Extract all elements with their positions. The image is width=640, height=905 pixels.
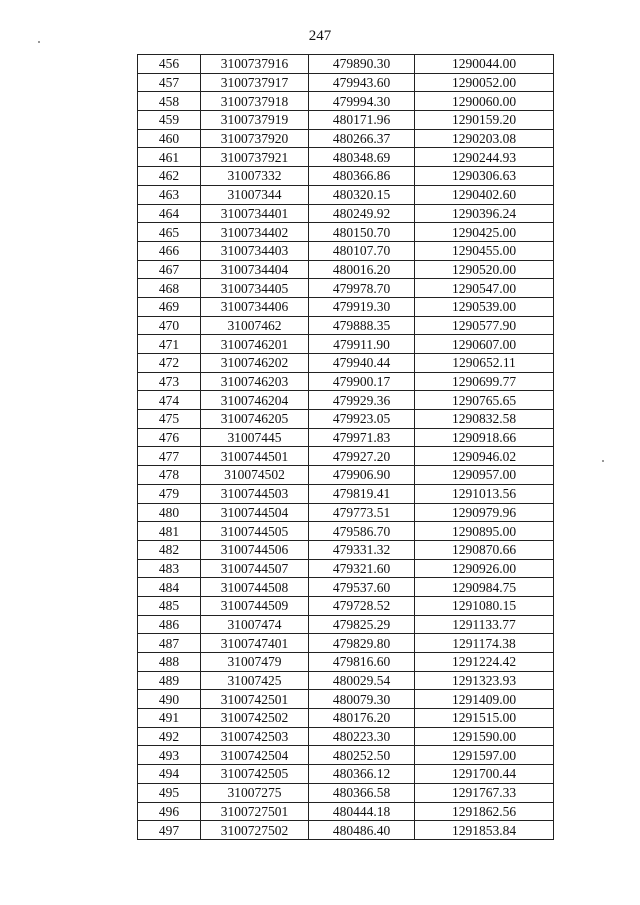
table-row: [138, 185, 554, 204]
row-number-cell: 482: [138, 540, 201, 559]
point-id-cell: 31007445: [201, 428, 309, 447]
table-row: [138, 391, 554, 410]
x-coordinate-cell: 479888.35: [309, 316, 415, 335]
point-id-cell: 3100734403: [201, 241, 309, 260]
x-coordinate-cell: 479321.60: [309, 559, 415, 578]
table-row: [138, 410, 554, 429]
y-coordinate-cell: 1290306.63: [415, 167, 554, 186]
row-number-cell: 483: [138, 559, 201, 578]
y-coordinate-cell: 1290699.77: [415, 372, 554, 391]
point-id-cell: 3100744507: [201, 559, 309, 578]
y-coordinate-cell: 1290060.00: [415, 92, 554, 111]
table-row: [138, 653, 554, 672]
row-number-cell: 486: [138, 615, 201, 634]
point-id-cell: 3100742503: [201, 727, 309, 746]
y-coordinate-cell: 1290396.24: [415, 204, 554, 223]
y-coordinate-cell: 1290607.00: [415, 335, 554, 354]
x-coordinate-cell: 479906.90: [309, 466, 415, 485]
x-coordinate-cell: 480366.86: [309, 167, 415, 186]
point-id-cell: 3100734402: [201, 223, 309, 242]
table-body: [138, 55, 554, 840]
x-coordinate-cell: 479816.60: [309, 653, 415, 672]
point-id-cell: 3100737918: [201, 92, 309, 111]
row-number-cell: 461: [138, 148, 201, 167]
row-number-cell: 488: [138, 653, 201, 672]
row-number-cell: 467: [138, 260, 201, 279]
coordinate-table: [137, 54, 554, 840]
y-coordinate-cell: 1290984.75: [415, 578, 554, 597]
row-number-cell: 492: [138, 727, 201, 746]
x-coordinate-cell: 480029.54: [309, 671, 415, 690]
point-id-cell: 3100737921: [201, 148, 309, 167]
x-coordinate-cell: 479773.51: [309, 503, 415, 522]
row-number-cell: 472: [138, 354, 201, 373]
point-id-cell: 3100746201: [201, 335, 309, 354]
point-id-cell: 3100744509: [201, 596, 309, 615]
x-coordinate-cell: 480079.30: [309, 690, 415, 709]
x-coordinate-cell: 479978.70: [309, 279, 415, 298]
row-number-cell: 495: [138, 783, 201, 802]
row-number-cell: 494: [138, 765, 201, 784]
row-number-cell: 474: [138, 391, 201, 410]
row-number-cell: 491: [138, 709, 201, 728]
x-coordinate-cell: 480486.40: [309, 821, 415, 840]
x-coordinate-cell: 479331.32: [309, 540, 415, 559]
row-number-cell: 458: [138, 92, 201, 111]
x-coordinate-cell: 479825.29: [309, 615, 415, 634]
point-id-cell: 3100742501: [201, 690, 309, 709]
row-number-cell: 456: [138, 55, 201, 74]
y-coordinate-cell: 1290577.90: [415, 316, 554, 335]
table-row: [138, 671, 554, 690]
row-number-cell: 481: [138, 522, 201, 541]
x-coordinate-cell: 480176.20: [309, 709, 415, 728]
table-row: [138, 73, 554, 92]
point-id-cell: 3100744501: [201, 447, 309, 466]
x-coordinate-cell: 480150.70: [309, 223, 415, 242]
table-row: [138, 746, 554, 765]
point-id-cell: 310074502: [201, 466, 309, 485]
row-number-cell: 460: [138, 129, 201, 148]
row-number-cell: 479: [138, 484, 201, 503]
x-coordinate-cell: 480366.58: [309, 783, 415, 802]
x-coordinate-cell: 479994.30: [309, 92, 415, 111]
point-id-cell: 3100747401: [201, 634, 309, 653]
table-row: [138, 765, 554, 784]
x-coordinate-cell: 479911.90: [309, 335, 415, 354]
x-coordinate-cell: 479929.36: [309, 391, 415, 410]
table-row: [138, 204, 554, 223]
y-coordinate-cell: 1290244.93: [415, 148, 554, 167]
table-row: [138, 241, 554, 260]
x-coordinate-cell: 480366.12: [309, 765, 415, 784]
y-coordinate-cell: 1291700.44: [415, 765, 554, 784]
row-number-cell: 457: [138, 73, 201, 92]
y-coordinate-cell: 1290765.65: [415, 391, 554, 410]
y-coordinate-cell: 1291767.33: [415, 783, 554, 802]
point-id-cell: 3100737919: [201, 111, 309, 130]
point-id-cell: 3100727502: [201, 821, 309, 840]
y-coordinate-cell: 1291224.42: [415, 653, 554, 672]
point-id-cell: 3100734404: [201, 260, 309, 279]
table-row: [138, 615, 554, 634]
row-number-cell: 462: [138, 167, 201, 186]
table-row: [138, 335, 554, 354]
point-id-cell: 3100737920: [201, 129, 309, 148]
y-coordinate-cell: 1290895.00: [415, 522, 554, 541]
x-coordinate-cell: 480107.70: [309, 241, 415, 260]
point-id-cell: 31007462: [201, 316, 309, 335]
table-row: [138, 129, 554, 148]
x-coordinate-cell: 479971.83: [309, 428, 415, 447]
y-coordinate-cell: 1290455.00: [415, 241, 554, 260]
table-row: [138, 559, 554, 578]
table-row: [138, 596, 554, 615]
point-id-cell: 3100744503: [201, 484, 309, 503]
table-row: [138, 354, 554, 373]
table-row: [138, 316, 554, 335]
row-number-cell: 489: [138, 671, 201, 690]
row-number-cell: 470: [138, 316, 201, 335]
row-number-cell: 478: [138, 466, 201, 485]
row-number-cell: 496: [138, 802, 201, 821]
y-coordinate-cell: 1290652.11: [415, 354, 554, 373]
point-id-cell: 3100746202: [201, 354, 309, 373]
point-id-cell: 31007344: [201, 185, 309, 204]
y-coordinate-cell: 1290926.00: [415, 559, 554, 578]
point-id-cell: 3100734401: [201, 204, 309, 223]
point-id-cell: 3100744505: [201, 522, 309, 541]
row-number-cell: 485: [138, 596, 201, 615]
point-id-cell: 3100737916: [201, 55, 309, 74]
x-coordinate-cell: 480320.15: [309, 185, 415, 204]
y-coordinate-cell: 1290832.58: [415, 410, 554, 429]
y-coordinate-cell: 1290425.00: [415, 223, 554, 242]
row-number-cell: 475: [138, 410, 201, 429]
point-id-cell: 31007474: [201, 615, 309, 634]
point-id-cell: 3100744506: [201, 540, 309, 559]
point-id-cell: 3100746203: [201, 372, 309, 391]
point-id-cell: 31007275: [201, 783, 309, 802]
table-row: [138, 447, 554, 466]
row-number-cell: 464: [138, 204, 201, 223]
row-number-cell: 497: [138, 821, 201, 840]
x-coordinate-cell: 479537.60: [309, 578, 415, 597]
y-coordinate-cell: 1291133.77: [415, 615, 554, 634]
table-row: [138, 484, 554, 503]
scan-speck: [602, 460, 604, 462]
x-coordinate-cell: 479943.60: [309, 73, 415, 92]
x-coordinate-cell: 480171.96: [309, 111, 415, 130]
table-row: [138, 223, 554, 242]
table-row: [138, 503, 554, 522]
table-row: [138, 92, 554, 111]
row-number-cell: 487: [138, 634, 201, 653]
table-row: [138, 634, 554, 653]
point-id-cell: 3100742505: [201, 765, 309, 784]
row-number-cell: 476: [138, 428, 201, 447]
point-id-cell: 3100737917: [201, 73, 309, 92]
x-coordinate-cell: 479927.20: [309, 447, 415, 466]
x-coordinate-cell: 480348.69: [309, 148, 415, 167]
table-row: [138, 260, 554, 279]
table-row: [138, 372, 554, 391]
table-row: [138, 709, 554, 728]
row-number-cell: 493: [138, 746, 201, 765]
x-coordinate-cell: 480266.37: [309, 129, 415, 148]
point-id-cell: 3100727501: [201, 802, 309, 821]
row-number-cell: 490: [138, 690, 201, 709]
point-id-cell: 3100734406: [201, 297, 309, 316]
row-number-cell: 466: [138, 241, 201, 260]
point-id-cell: 3100742502: [201, 709, 309, 728]
page-number: 247: [308, 28, 332, 44]
point-id-cell: 3100744504: [201, 503, 309, 522]
point-id-cell: 3100746205: [201, 410, 309, 429]
point-id-cell: 3100746204: [201, 391, 309, 410]
point-id-cell: 31007332: [201, 167, 309, 186]
y-coordinate-cell: 1290203.08: [415, 129, 554, 148]
x-coordinate-cell: 479919.30: [309, 297, 415, 316]
y-coordinate-cell: 1291590.00: [415, 727, 554, 746]
x-coordinate-cell: 479728.52: [309, 596, 415, 615]
y-coordinate-cell: 1291862.56: [415, 802, 554, 821]
row-number-cell: 468: [138, 279, 201, 298]
table-row: [138, 167, 554, 186]
y-coordinate-cell: 1291323.93: [415, 671, 554, 690]
y-coordinate-cell: 1291174.38: [415, 634, 554, 653]
y-coordinate-cell: 1291853.84: [415, 821, 554, 840]
x-coordinate-cell: 479819.41: [309, 484, 415, 503]
x-coordinate-cell: 480016.20: [309, 260, 415, 279]
y-coordinate-cell: 1290918.66: [415, 428, 554, 447]
table-row: [138, 522, 554, 541]
row-number-cell: 480: [138, 503, 201, 522]
y-coordinate-cell: 1291515.00: [415, 709, 554, 728]
y-coordinate-cell: 1290979.96: [415, 503, 554, 522]
table-row: [138, 802, 554, 821]
point-id-cell: 3100744508: [201, 578, 309, 597]
y-coordinate-cell: 1291080.15: [415, 596, 554, 615]
x-coordinate-cell: 480252.50: [309, 746, 415, 765]
y-coordinate-cell: 1291409.00: [415, 690, 554, 709]
row-number-cell: 484: [138, 578, 201, 597]
point-id-cell: 31007425: [201, 671, 309, 690]
table-row: [138, 279, 554, 298]
y-coordinate-cell: 1290946.02: [415, 447, 554, 466]
y-coordinate-cell: 1290044.00: [415, 55, 554, 74]
x-coordinate-cell: 479890.30: [309, 55, 415, 74]
y-coordinate-cell: 1290402.60: [415, 185, 554, 204]
y-coordinate-cell: 1290539.00: [415, 297, 554, 316]
table-row: [138, 55, 554, 74]
table-row: [138, 466, 554, 485]
y-coordinate-cell: 1290052.00: [415, 73, 554, 92]
point-id-cell: 3100734405: [201, 279, 309, 298]
row-number-cell: 463: [138, 185, 201, 204]
row-number-cell: 477: [138, 447, 201, 466]
x-coordinate-cell: 479900.17: [309, 372, 415, 391]
x-coordinate-cell: 480223.30: [309, 727, 415, 746]
table-row: [138, 821, 554, 840]
row-number-cell: 459: [138, 111, 201, 130]
y-coordinate-cell: 1290159.20: [415, 111, 554, 130]
x-coordinate-cell: 479923.05: [309, 410, 415, 429]
scan-speck: [38, 41, 40, 43]
table-row: [138, 297, 554, 316]
table-row: [138, 783, 554, 802]
table-row: [138, 578, 554, 597]
table-row: [138, 428, 554, 447]
y-coordinate-cell: 1290547.00: [415, 279, 554, 298]
x-coordinate-cell: 479940.44: [309, 354, 415, 373]
table-row: [138, 540, 554, 559]
y-coordinate-cell: 1291013.56: [415, 484, 554, 503]
table-row: [138, 690, 554, 709]
x-coordinate-cell: 479829.80: [309, 634, 415, 653]
row-number-cell: 473: [138, 372, 201, 391]
row-number-cell: 469: [138, 297, 201, 316]
table-row: [138, 148, 554, 167]
y-coordinate-cell: 1291597.00: [415, 746, 554, 765]
row-number-cell: 465: [138, 223, 201, 242]
y-coordinate-cell: 1290870.66: [415, 540, 554, 559]
y-coordinate-cell: 1290520.00: [415, 260, 554, 279]
x-coordinate-cell: 479586.70: [309, 522, 415, 541]
x-coordinate-cell: 480249.92: [309, 204, 415, 223]
table-row: [138, 111, 554, 130]
point-id-cell: 31007479: [201, 653, 309, 672]
x-coordinate-cell: 480444.18: [309, 802, 415, 821]
table-row: [138, 727, 554, 746]
point-id-cell: 3100742504: [201, 746, 309, 765]
y-coordinate-cell: 1290957.00: [415, 466, 554, 485]
row-number-cell: 471: [138, 335, 201, 354]
